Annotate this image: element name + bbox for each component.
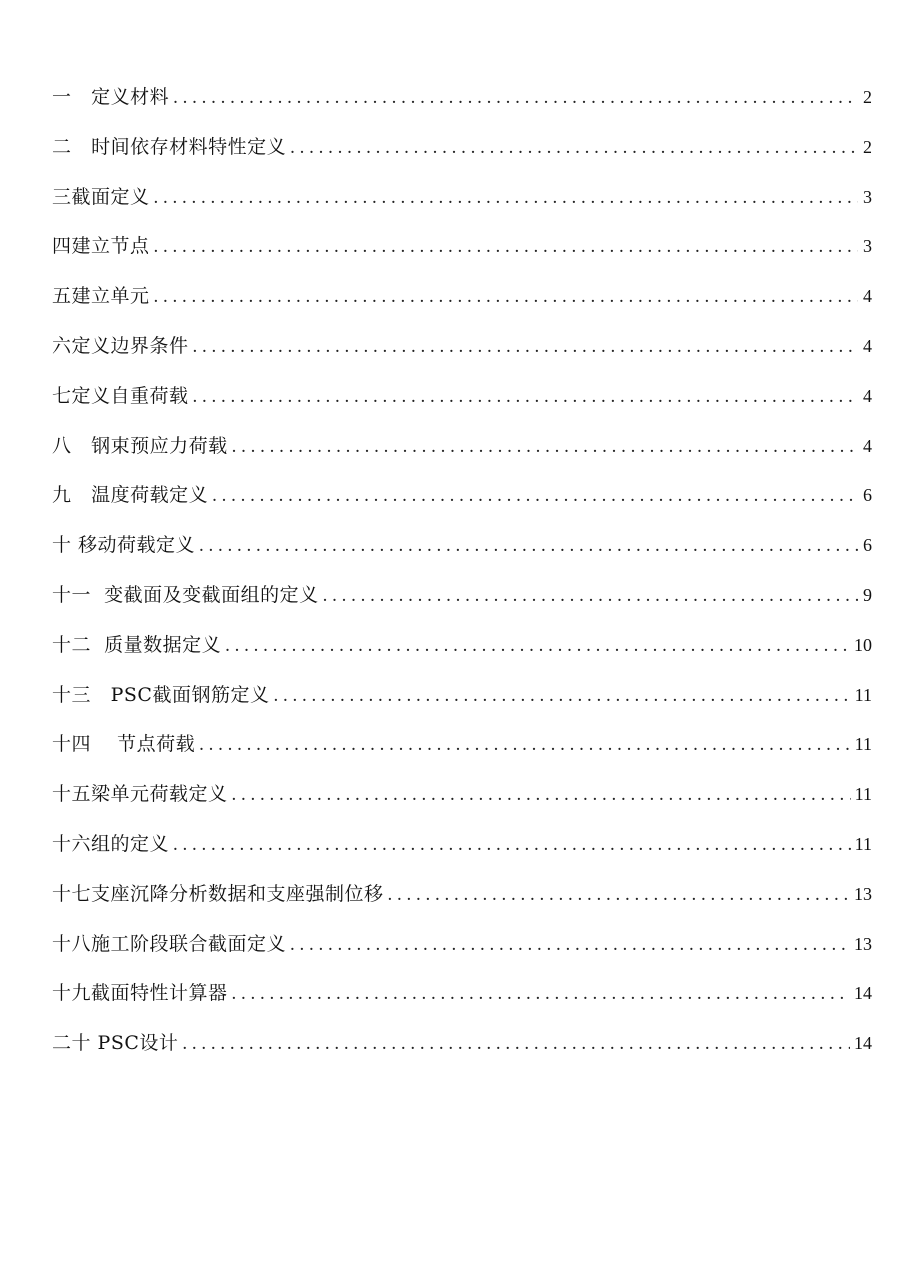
toc-entry[interactable] — [52, 431, 872, 481]
toc-entry-page: 4 — [863, 286, 872, 307]
toc-entry[interactable] — [52, 779, 872, 829]
toc-entry-title: 十四 节点荷载 — [52, 733, 196, 756]
toc-entry-title: 一 定义材料 — [52, 86, 170, 108]
toc-entry[interactable] — [52, 630, 872, 680]
toc-entry-title: 六定义边界条件 — [52, 334, 189, 357]
dot-leader — [232, 432, 858, 462]
toc-entry-title: 三截面定义 — [52, 185, 150, 208]
dot-leader — [193, 332, 858, 362]
toc-entry-page: 11 — [854, 833, 872, 854]
toc-entry[interactable] — [52, 1028, 872, 1078]
dot-leader — [199, 531, 858, 561]
toc-entry-page: 4 — [863, 335, 872, 356]
dot-leader — [173, 830, 851, 860]
toc-entry[interactable] — [52, 231, 872, 281]
toc-entry[interactable] — [52, 680, 872, 730]
toc-entry[interactable] — [52, 281, 872, 331]
toc-entry[interactable] — [52, 480, 872, 530]
toc-entry-title: 十六组的定义 — [52, 832, 170, 855]
toc-entry-page: 10 — [854, 634, 872, 655]
dot-leader — [199, 730, 850, 760]
toc-entry[interactable] — [52, 580, 872, 630]
toc-entry-title: 十五梁单元荷载定义 — [52, 783, 228, 806]
toc-entry-page: 9 — [863, 584, 872, 605]
dot-leader — [273, 681, 850, 711]
toc-entry-page: 13 — [854, 883, 872, 904]
toc-entry[interactable] — [52, 381, 872, 431]
dot-leader — [154, 183, 858, 213]
dot-leader — [173, 83, 858, 113]
toc-entry-page: 3 — [863, 186, 872, 207]
toc-entry[interactable] — [52, 530, 872, 580]
toc-entry-page: 11 — [854, 684, 872, 705]
toc-entry-page: 11 — [854, 734, 872, 755]
toc-entry-title: 二十 PSC设计 — [52, 1032, 179, 1055]
toc-entry-page: 11 — [854, 784, 872, 805]
toc-entry-title: 十一 变截面及变截面组的定义 — [52, 583, 319, 606]
dot-leader — [182, 1029, 850, 1059]
toc-entry[interactable] — [52, 879, 872, 929]
toc-entry-title: 二 时间依存材料特性定义 — [52, 135, 287, 158]
toc-entry-page: 2 — [863, 136, 872, 157]
toc-entry-title: 十七支座沉降分析数据和支座强制位移 — [52, 882, 384, 905]
toc-entry-page: 2 — [863, 87, 872, 107]
dot-leader — [154, 282, 858, 312]
toc-entry[interactable] — [52, 729, 872, 779]
dot-leader — [193, 382, 858, 412]
toc-entry-page: 13 — [854, 933, 872, 954]
toc-entry[interactable] — [52, 829, 872, 879]
dot-leader — [290, 930, 850, 960]
toc-entry[interactable] — [52, 182, 872, 232]
table-of-contents — [52, 82, 872, 1078]
toc-entry-page: 6 — [863, 535, 872, 556]
toc-entry-title: 八 钢束预应力荷载 — [52, 434, 228, 457]
toc-entry-title: 九 温度荷载定义 — [52, 484, 209, 507]
toc-entry-page: 4 — [863, 385, 872, 406]
dot-leader — [323, 581, 858, 611]
toc-entry-title: 十三 PSC截面钢筋定义 — [52, 683, 270, 706]
toc-entry[interactable] — [52, 331, 872, 381]
toc-entry-page: 14 — [854, 1033, 872, 1054]
toc-entry[interactable] — [52, 82, 872, 132]
dot-leader — [212, 481, 858, 511]
dot-leader — [388, 880, 850, 910]
toc-entry[interactable] — [52, 929, 872, 979]
toc-entry-title: 五建立单元 — [52, 285, 150, 308]
toc-entry-title: 十八施工阶段联合截面定义 — [52, 932, 287, 955]
toc-entry-page: 6 — [863, 485, 872, 506]
toc-entry-page: 4 — [863, 435, 872, 456]
dot-leader — [154, 232, 858, 262]
dot-leader — [225, 631, 850, 661]
toc-entry[interactable] — [52, 132, 872, 182]
dot-leader — [232, 979, 850, 1009]
toc-entry-title: 十 移动荷载定义 — [52, 534, 196, 557]
toc-entry-title: 四建立节点 — [52, 235, 150, 258]
toc-entry-title: 七定义自重荷载 — [52, 384, 189, 407]
toc-entry-title: 十二 质量数据定义 — [52, 633, 222, 656]
dot-leader — [232, 780, 851, 810]
toc-entry[interactable] — [52, 978, 872, 1028]
dot-leader — [290, 133, 858, 163]
toc-entry-title: 十九截面特性计算器 — [52, 982, 228, 1005]
toc-entry-page: 3 — [863, 236, 872, 257]
toc-entry-page: 14 — [854, 983, 872, 1004]
